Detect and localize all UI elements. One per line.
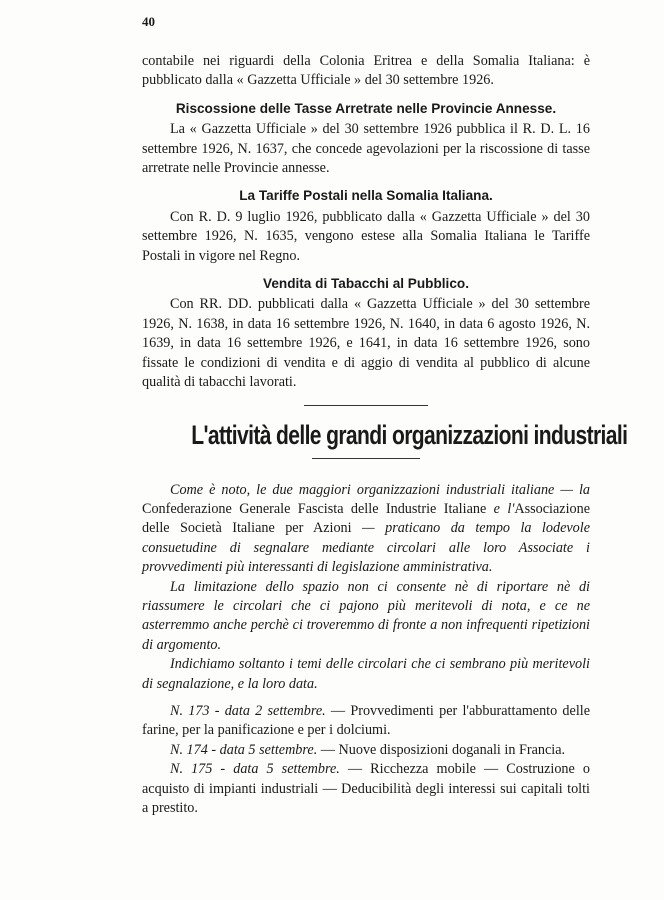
- intro-paragraph: contabile nei riguardi della Colonia Eritrea e della Somalia Italiana: è pubblicato dalla « Gazzetta Ufficiale » del 30 settembre 1926.: [142, 53, 590, 89]
- article-intro-1: [142, 481, 590, 578]
- page-number: 40: [142, 14, 155, 29]
- item-label: N. 173 - data 2 settembre.: [170, 702, 326, 719]
- section-heading: Vendita di Tabacchi al Pubblico.: [263, 276, 469, 292]
- article-title: L'attività delle grandi organizzazioni industriali: [191, 419, 628, 450]
- section-tariffe: [142, 186, 590, 266]
- section-body: La « Gazzetta Ufficiale » del 30 settembre 1926 pubblica il R. D. L. 16 settembre 1926, N. 1637, che concede agevolazioni per la riscossione di tasse arretrate nelle Provincie annesse.: [142, 121, 590, 177]
- list-item: [142, 760, 590, 818]
- intro-1-part-b: la: [578, 481, 591, 498]
- article-intro-2: La limitazione dello spazio non ci consente nè di riportare nè di riassumere le circolari che ci pajono più meritevoli di nota, e ce ne asterremmo anche perchè ci troveremmo di fronte a non infrequenti ripetizioni di argomento.: [142, 578, 590, 653]
- section-divider: [304, 405, 428, 406]
- list-item: [142, 741, 590, 760]
- intro-1-org-2: Associazione delle Società Italiane per Azioni: [142, 500, 591, 537]
- section-tabacchi: [142, 274, 590, 392]
- intro-1-part-d: e l': [493, 500, 515, 517]
- intro-1-org-1: Confederazione Generale Fascista delle Industrie Italiane: [142, 500, 494, 517]
- item-text: — Ricchezza mobile — Costruzione o acquisto di impianti industriali — Deducibilità degli interessi sui capitali tolti a prestito.: [142, 761, 590, 816]
- title-underline: [312, 458, 420, 459]
- item-text: — Nuove disposizioni doganali in Francia.: [317, 741, 566, 758]
- item-label: N. 174 - data 5 settembre.: [170, 741, 318, 758]
- intro-1-part-f: — praticano da tempo la lodevole consuetudine di segnalare mediante circolari alle loro Associate i provvedimenti più interessanti di legislazione amministrativa.: [142, 520, 590, 576]
- item-text: — Provvedimenti per l'abburattamento delle farine, per la panificazione e per i dolciumi.: [142, 702, 591, 739]
- intro-1-part-a: Come è noto, le due maggiori organizzazioni industriali italiane —: [170, 481, 573, 498]
- section-heading: Riscossione delle Tasse Arretrate nelle Provincie Annesse.: [175, 100, 557, 116]
- section-body: Con RR. DD. pubblicati dalla « Gazzetta Ufficiale » del 30 settembre 1926, N. 1638, in data 16 settembre 1926, N. 1640, in data 6 agosto 1926, N. 1639, in data 16 settembre 1926, e 1641, in data 16 settembre 1926, sono fissate le condizioni di vendita e di aggio di vendita al pubblico di alcune qualità di tabacchi lavorati.: [142, 296, 590, 391]
- item-label: N. 175 - data 5 settembre.: [170, 761, 340, 778]
- page-content: [142, 52, 628, 818]
- section-body: Con R. D. 9 luglio 1926, pubblicato dalla « Gazzetta Ufficiale » del 30 settembre 1926, N. 1635, vengono estese alla Somalia Italiana le Tariffe Postali in vigore nel Regno.: [142, 208, 590, 264]
- article-intro-3: Indichiamo soltanto i temi delle circolari che ci sembrano più meritevoli di segnalazione, e la loro data.: [142, 656, 590, 692]
- section-riscossione: [142, 99, 590, 179]
- list-item: [142, 702, 590, 741]
- section-heading: La Tariffe Postali nella Somalia Italiana.: [239, 188, 493, 204]
